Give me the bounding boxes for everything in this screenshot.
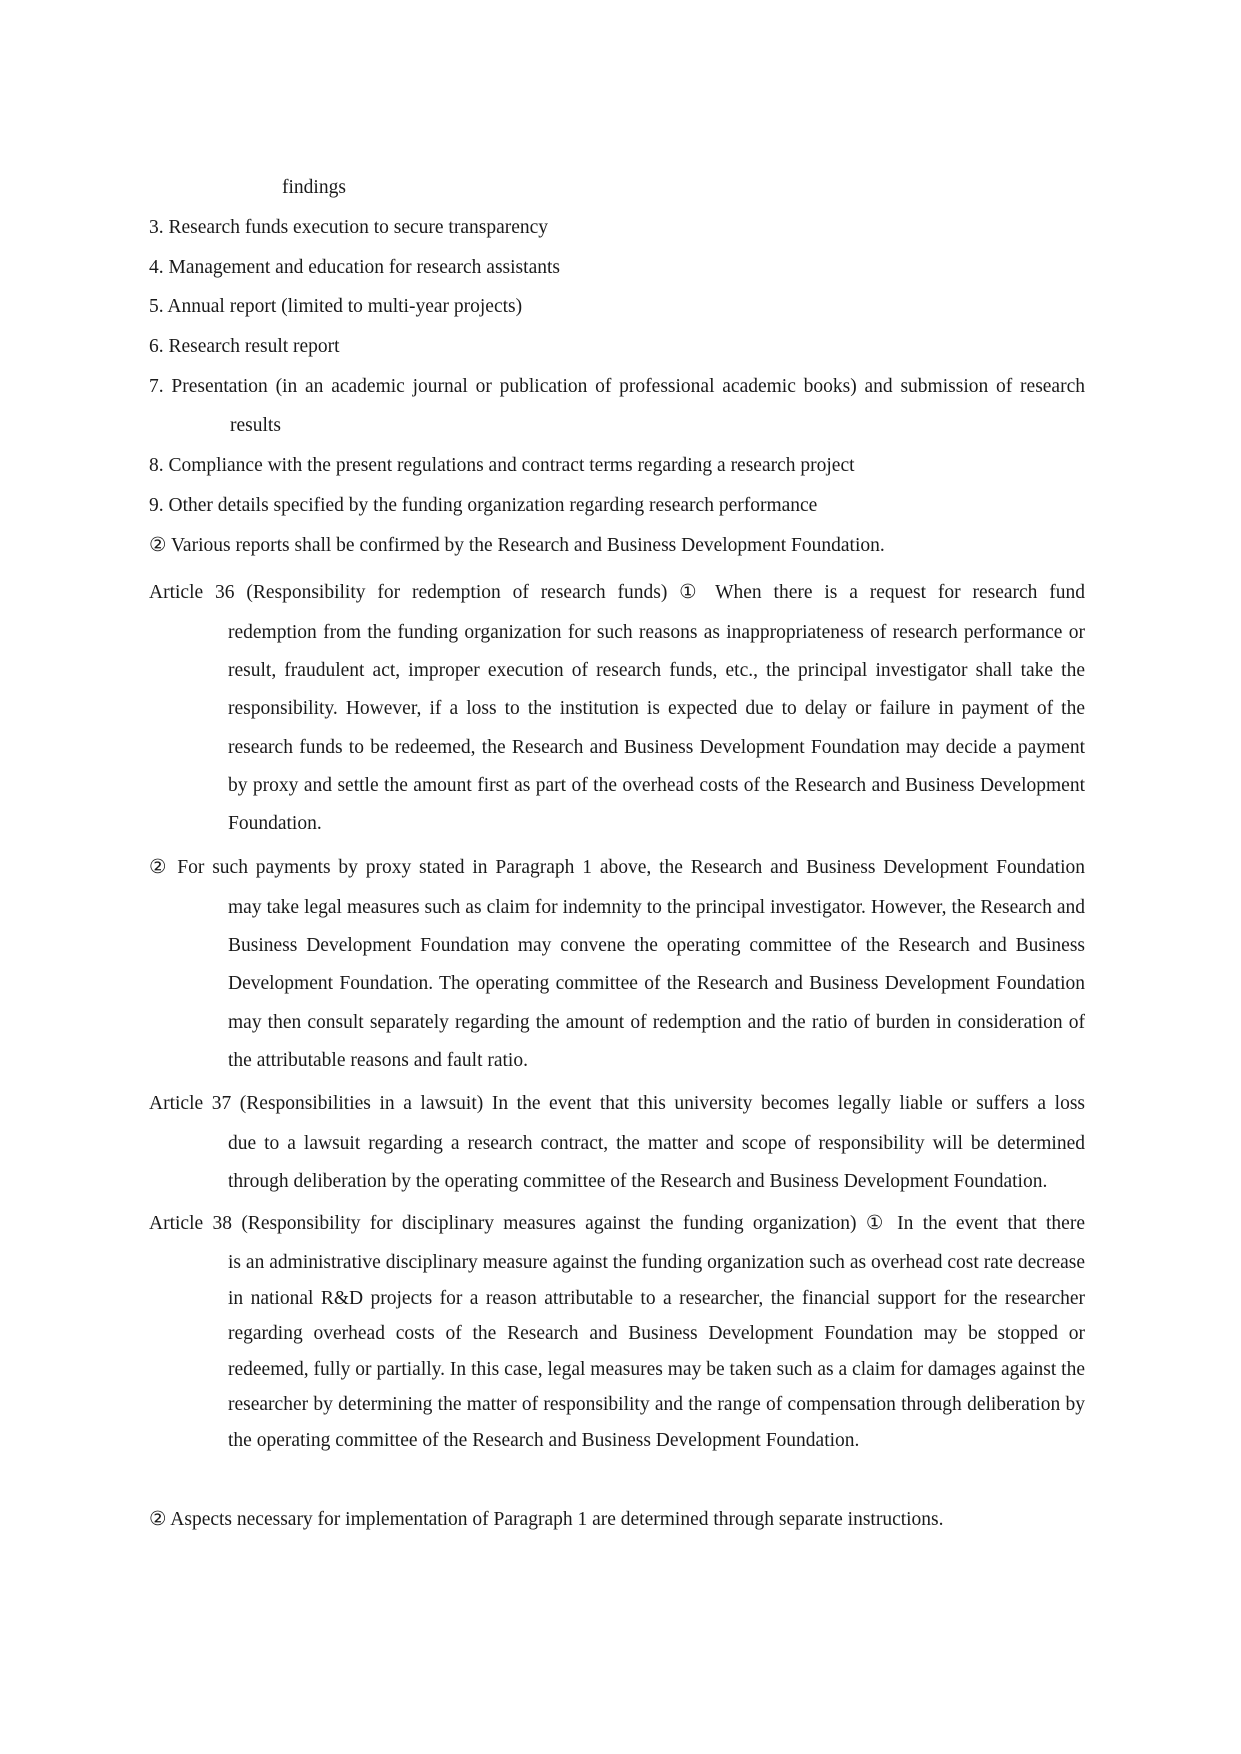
list-item-7-continuation: results	[230, 415, 281, 436]
list-item-9: 9. Other details specified by the funding organization regarding research performance	[149, 495, 818, 516]
list-item-4: 4. Management and education for research assistants	[149, 257, 560, 278]
article-38-paragraph-2: ② Aspects necessary for implementation of Paragraph 1 are determined through separate instructions.	[149, 1509, 944, 1530]
article-37-text: due to a lawsuit regarding a research contract, the matter and scope of responsibility will be determined through deliberation by the operating committee of the Research and Business Development Foundation.	[228, 1133, 1085, 1193]
list-item-3: 3. Research funds execution to secure transparency	[149, 217, 549, 238]
article-38-text: is an administrative disciplinary measure against the funding organization such as overhead cost rate decrease in national R&D projects for a reason attributable to a researcher, the financial support for the researcher regarding overhead costs of the Research and Business Development Foundation may be stopped or redeemed, fully or partially. In this case, legal measures may be taken such as a claim for damages against the researcher by determining the matter of responsibility and the range of compensation through deliberation by the operating committee of the Research and Business Development Foundation.	[228, 1252, 1085, 1451]
list-item-5: 5. Annual report (limited to multi-year projects)	[149, 296, 523, 317]
list-item-8: 8. Compliance with the present regulations and contract terms regarding a research project	[149, 455, 855, 476]
article-36-text: redemption from the funding organization for such reasons as inappropriateness of research performance or result, fraudulent act, improper execution of research funds, etc., the principal investigator shall take the responsibility. However, if a loss to the institution is expected due to delay or failure in payment of the research funds to be redeemed, the Research and Business Development Foundation may decide a payment by proxy and settle the amount first as part of the overhead costs of the Research and Business Development Foundation.	[228, 622, 1085, 835]
list-item-continuation: findings	[282, 177, 346, 198]
article-38-body	[228, 1245, 1085, 1459]
list-item-6: 6. Research result report	[149, 336, 340, 357]
list-item-7: 7. Presentation (in an academic journal or publication of professional academic books) and submission of research	[149, 376, 1085, 397]
article-36-paragraph-2-body	[228, 889, 1085, 1080]
article-36-paragraph-2-text: may take legal measures such as claim for indemnity to the principal investigator. However, the Research and Business Development Foundation may convene the operating committee of the Research and Business Development Foundation. The operating committee of the Research and Business Development Foundation may then consult separately regarding the amount of redemption and the ratio of burden in consideration of the attributable reasons and fault ratio.	[228, 897, 1085, 1071]
article-37-body	[228, 1125, 1085, 1201]
article-36-body	[228, 614, 1085, 843]
article-36-heading: Article 36 (Responsibility for redemption of research funds) ① When there is a request for research fund	[149, 582, 1085, 603]
article-38-heading: Article 38 (Responsibility for disciplinary measures against the funding organization) ① In the event that there	[149, 1213, 1085, 1234]
paragraph-2-reports: ② Various reports shall be confirmed by the Research and Business Development Foundation.	[149, 535, 885, 556]
article-36-paragraph-2-heading: ② For such payments by proxy stated in Paragraph 1 above, the Research and Business Development Foundation	[149, 857, 1085, 878]
article-37-heading: Article 37 (Responsibilities in a lawsuit) In the event that this university becomes legally liable or suffers a loss	[149, 1093, 1085, 1114]
